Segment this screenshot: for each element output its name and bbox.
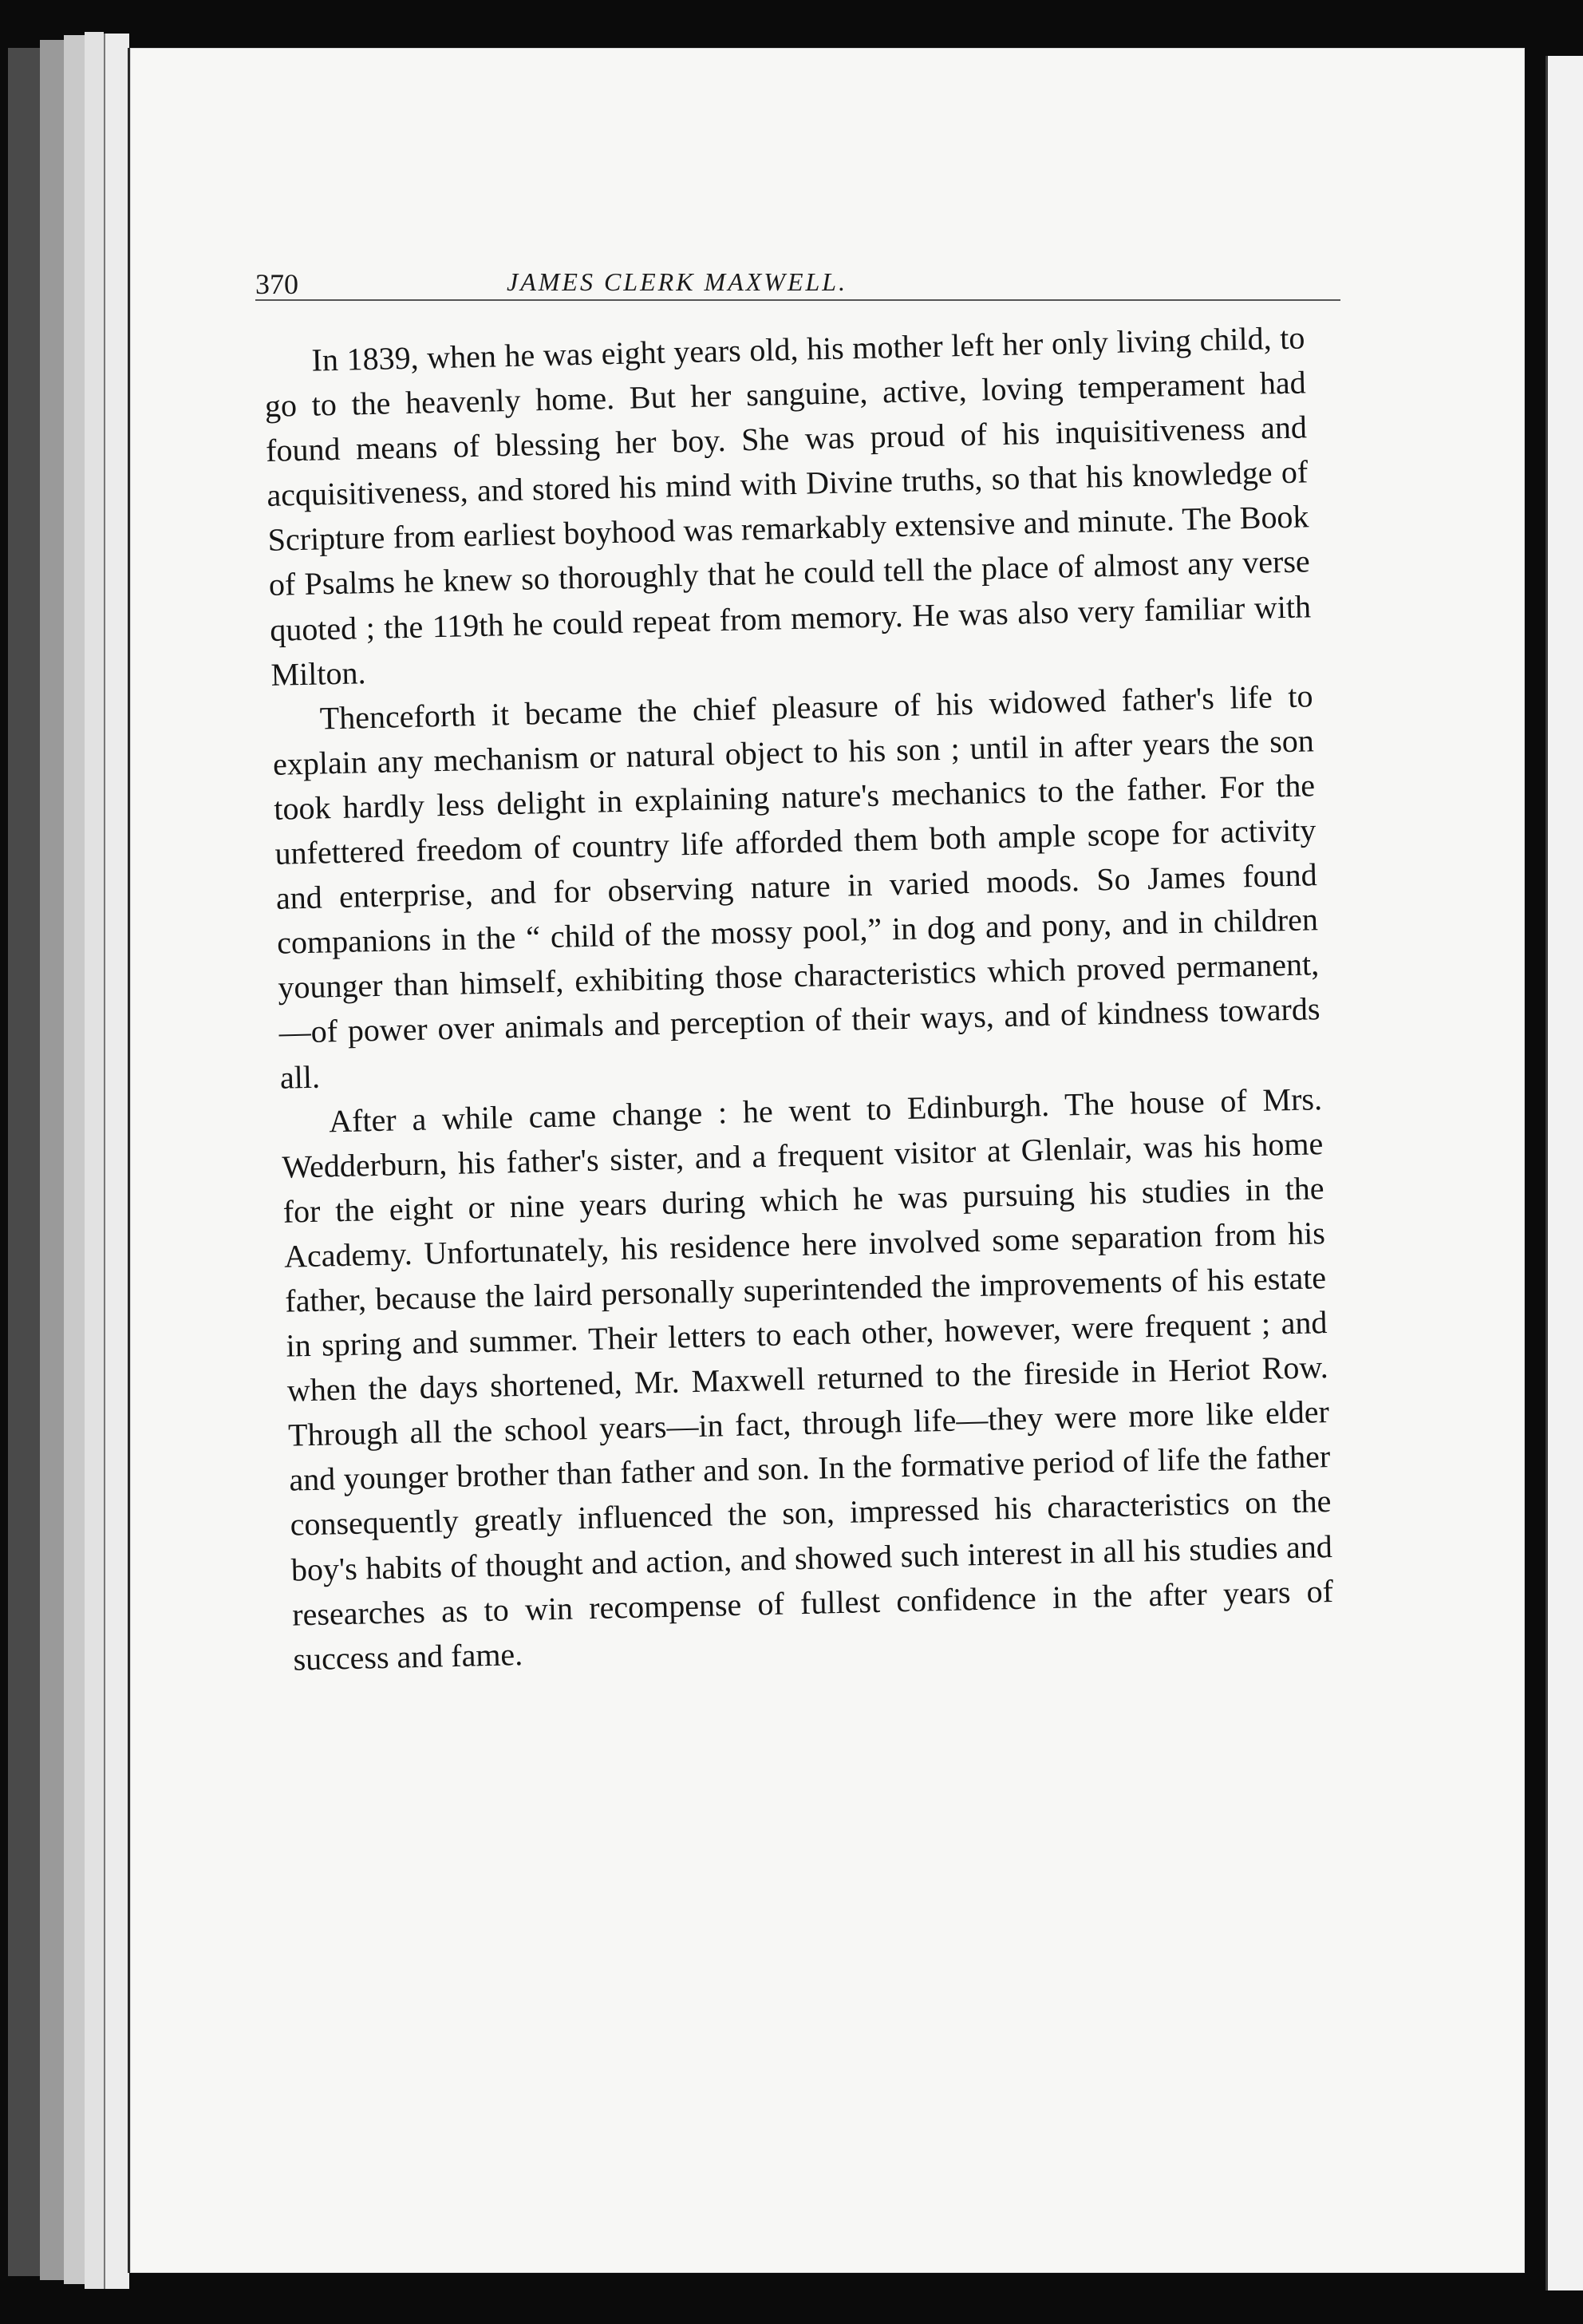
facing-page-edge [1545,56,1583,2290]
running-head: JAMES CLERK MAXWELL. [507,267,848,296]
page-edges [64,35,85,2284]
body-text [263,315,1335,1682]
page-number: 370 [255,268,298,300]
page-edges [8,48,40,2276]
paragraph: After a while came change : he went to Edinburgh. The house of Mrs. Wedderburn, his father's sister, and a frequent visitor at Glenlair, was his home for the eight or nine years during which he was pursuing his studies in the Academy. Unfortunately, his residence here involved some separation from his father, because the laird personally superintended the improvements of his estate in spring and summer. Their letters to each other, however, were frequent ; and when the days shortened, Mr. Maxwell returned to the fireside in Heriot Row. Through all the school years—in fact, through life—they were more like elder and younger brother than father and son. In the formative period of life the father consequently greatly influenced the son, impressed his characteristics on the boy's habits of thought and action, and showed such interest in all his studies and researches as to win recompense of fullest confidence in the after years of success and fame. [282,1080,1334,1678]
page-edges [104,34,129,2289]
page-header [255,219,1340,301]
paragraph: In 1839, when he was eight years old, his mother left her only living child, to go to the heavenly home. But her sanguine, active, loving temperament had found means of blessing her boy. She was proud of his inquisitiveness and acquisitiveness, and stored his mind with Divine truths, so that his knowledge of Scripture from earliest boyhood was remarkably extensive and minute. The Book of Psalms he knew so thoroughly that he could tell the place of almost any verse quoted ; the 119th he could repeat from memory. He was also very familiar with Milton. [264,319,1312,693]
page-edges [40,40,64,2280]
paragraph: Thenceforth it became the chief pleasure of his widowed father's life to explain any mechanism or natural object to his son ; until in after years the son took hardly less delight in explaining nature's mechanics to the father. For the unfettered freedom of country life afforded them both ample scope for activity and enterprise, and for observing nature in varied moods. So James found companions in the “ child of the mossy pool,” in dog and pony, and in children younger than himself, exhibiting those characteristics which proved permanent,—of power over animals and perception of their ways, and of kindness towards all. [272,678,1320,1096]
page-edges [85,32,104,2289]
